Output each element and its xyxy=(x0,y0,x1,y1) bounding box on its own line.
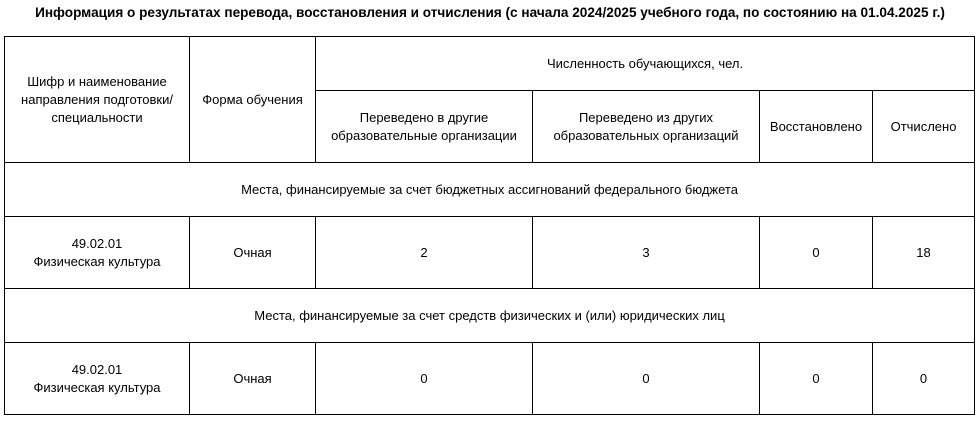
report-table xyxy=(4,36,975,415)
transferred-from-cell: 0 xyxy=(533,343,760,415)
transferred-to-cell: 0 xyxy=(316,343,533,415)
transferred-from-cell: 3 xyxy=(533,217,760,289)
table-row xyxy=(5,217,975,289)
header-expelled: Отчислено xyxy=(873,91,975,163)
program-code: 49.02.01 xyxy=(71,361,123,377)
program-code: 49.02.01 xyxy=(71,235,123,251)
expelled-cell: 0 xyxy=(873,343,975,415)
program-cell xyxy=(5,343,190,415)
section-row-budget xyxy=(5,163,975,217)
header-transferred-to: Переведено в другие образовательные организации xyxy=(316,91,533,163)
header-row-1 xyxy=(5,37,975,91)
form-cell: Очная xyxy=(190,343,316,415)
restored-cell: 0 xyxy=(760,217,873,289)
section-row-paid xyxy=(5,289,975,343)
form-cell: Очная xyxy=(190,217,316,289)
program-cell xyxy=(5,217,190,289)
table-row xyxy=(5,343,975,415)
document-title: Информация о результатах перевода, восстановления и отчисления (с начала 2024/2025 учебного года, по состоянию на 01.04.2025 г.) xyxy=(35,5,945,20)
section-title-budget: Места, финансируемые за счет бюджетных ассигнований федерального бюджета xyxy=(5,163,975,217)
program-name: Физическая культура xyxy=(33,379,161,395)
header-restored: Восстановлено xyxy=(760,91,873,163)
section-title-paid: Места, финансируемые за счет средств физических и (или) юридических лиц xyxy=(5,289,975,343)
header-count-group: Численность обучающихся, чел. xyxy=(316,37,975,91)
restored-cell: 0 xyxy=(760,343,873,415)
program-name: Физическая культура xyxy=(33,253,161,269)
transferred-to-cell: 2 xyxy=(316,217,533,289)
header-program: Шифр и наименование направления подготовки/специальности xyxy=(5,37,190,163)
header-transferred-from: Переведено из других образовательных организаций xyxy=(533,91,760,163)
expelled-cell: 18 xyxy=(873,217,975,289)
header-form: Форма обучения xyxy=(190,37,316,163)
